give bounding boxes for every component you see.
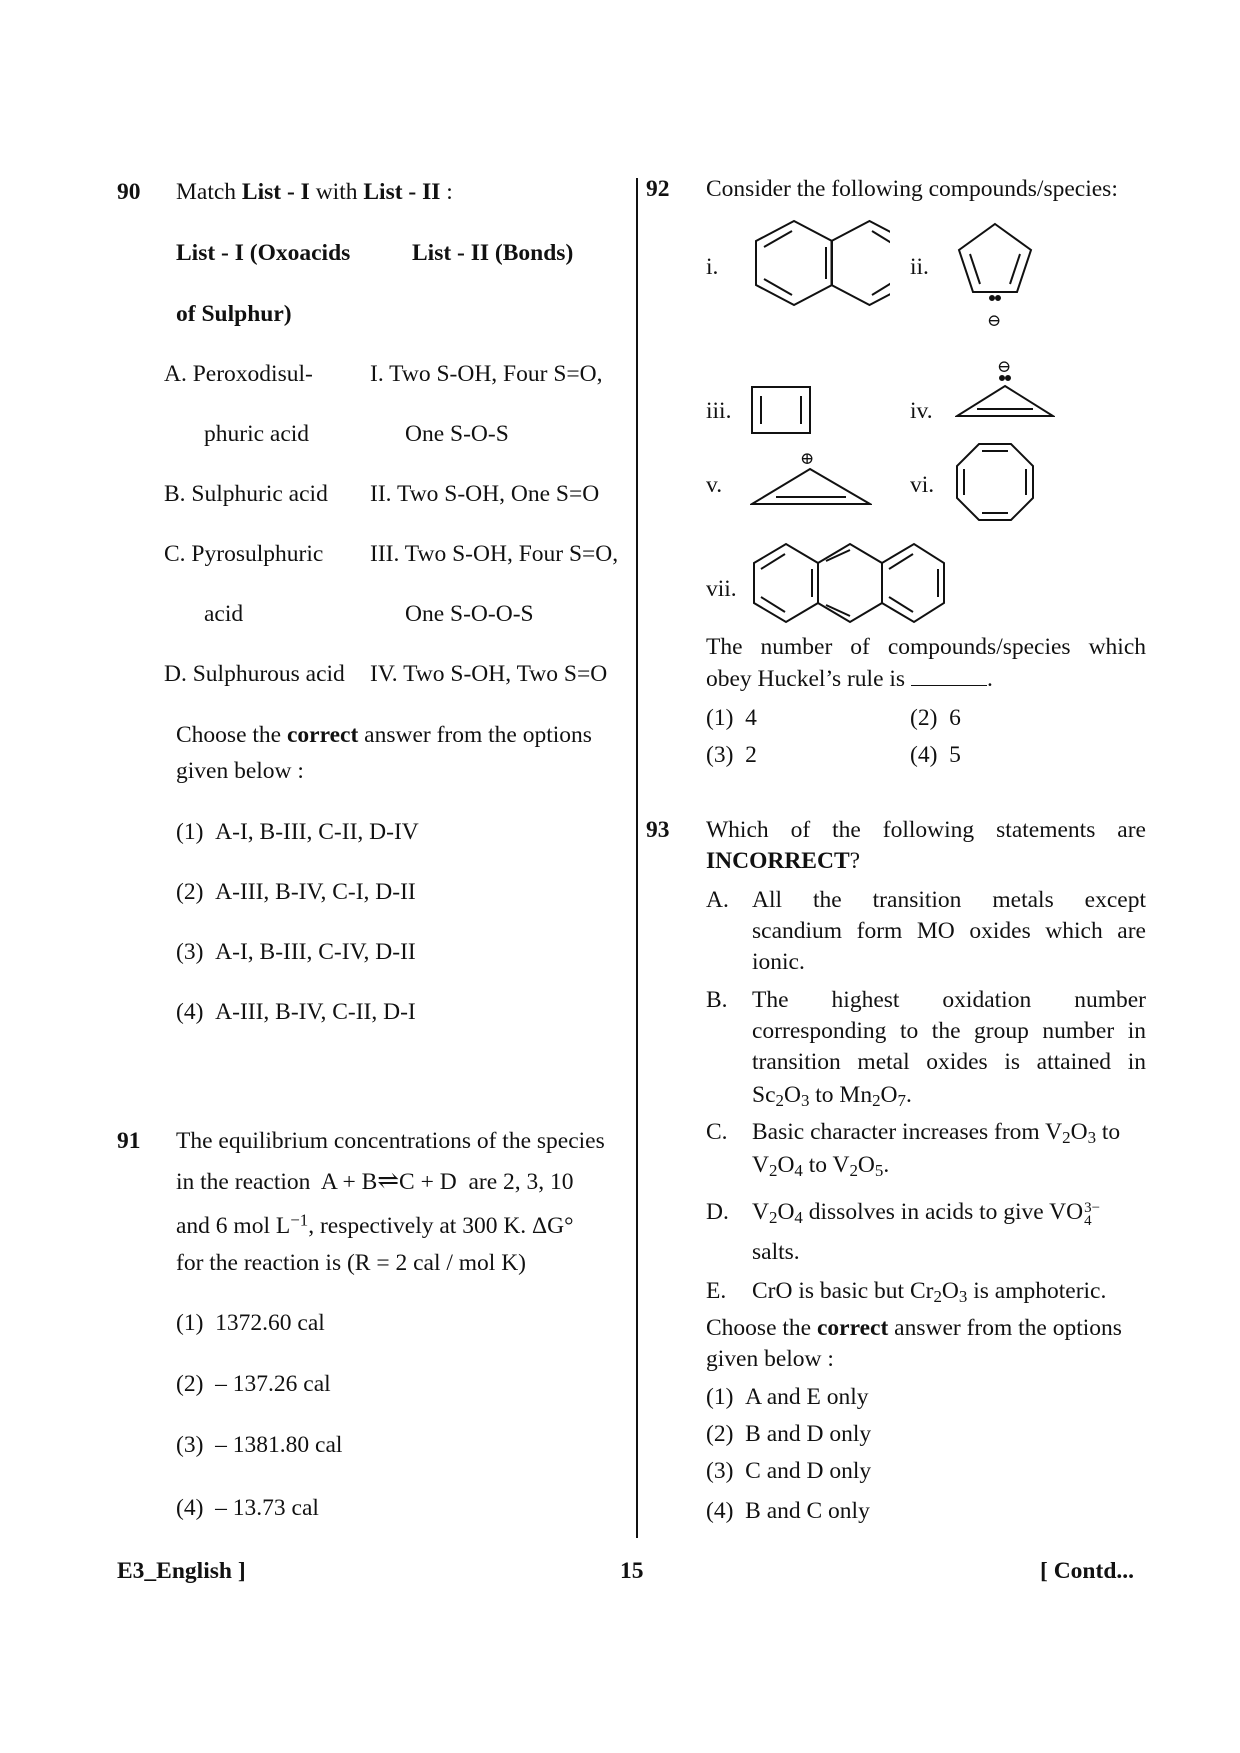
q90-option-4[interactable]: (4) A-III, B-IV, C-II, D-I [176, 999, 416, 1025]
q90-option-1[interactable]: (1) A-I, B-III, C-II, D-IV [176, 819, 419, 845]
q92-label-ii: ii. [910, 254, 929, 280]
q92-v-charge: ⊕ [800, 449, 815, 468]
q90-row-d-left: D. Sulphurous acid [164, 661, 345, 687]
q93-e-label: E. [706, 1278, 727, 1304]
q91-number: 91 [117, 1128, 141, 1154]
q92-ii-charge: ⊖ [987, 311, 1002, 330]
cyclopropenyl-cation-structure [750, 466, 872, 508]
q90-number: 90 [117, 179, 141, 205]
q92-label-iii: iii. [706, 398, 732, 424]
q90-option-3[interactable]: (3) A-I, B-III, C-IV, D-II [176, 939, 416, 965]
q90-row-c-left-1: C. Pyrosulphuric [164, 541, 324, 567]
q91-line2: in the reaction A + B⇌C + D are 2, 3, 10 [176, 1166, 574, 1195]
q93-option-1[interactable]: (1) A and E only [706, 1384, 869, 1410]
q93-b-line2: corresponding to the group number in [752, 1018, 1146, 1044]
answer-blank [911, 667, 987, 686]
cyclooctatetraene-structure [955, 442, 1035, 522]
q91-option-1[interactable]: (1) 1372.60 cal [176, 1310, 325, 1336]
q90-row-d-right: IV. Two S-OH, Two S=O [370, 661, 608, 687]
q92-option-2[interactable]: (2) 6 [910, 705, 961, 731]
q93-d-label: D. [706, 1199, 729, 1225]
q93-c-label: C. [706, 1119, 728, 1145]
q93-c-line2: $V_2O_4$ to $V_2O_5$. [752, 1152, 890, 1181]
q93-stem-line2: INCORRECT? [706, 848, 861, 874]
q91-line1: The equilibrium concentrations of the species [176, 1128, 605, 1154]
q92-option-4[interactable]: (4) 5 [910, 742, 961, 768]
q93-stem-line1: Which of the following statements are [706, 817, 1146, 843]
q92-label-v: v. [706, 472, 723, 498]
q90-row-b-left: B. Sulphuric acid [164, 481, 328, 507]
q93-b-line3: transition metal oxides is attained in [752, 1049, 1146, 1075]
anthracene-structure [750, 542, 946, 624]
q93-choose-line2: given below : [706, 1346, 834, 1372]
q90-row-a-left-1: A. Peroxodisul- [164, 361, 313, 387]
q91-reaction: A + B⇌C + D [320, 1166, 457, 1195]
q91-line3: and 6 mol $L^{-1}$, respectively at 300 K. ΔG° [176, 1210, 574, 1239]
q90-row-a-left-2: phuric acid [204, 421, 310, 447]
q90-col1-header-b: of Sulphur) [176, 301, 292, 327]
q90-intro: Match List - I with List - II : [176, 179, 453, 205]
footer-page-number: 15 [620, 1558, 644, 1584]
q92-label-i: i. [706, 254, 719, 280]
q91-option-4[interactable]: (4) – 13.73 cal [176, 1495, 319, 1521]
q92-question-line1: The number of compounds/species which [706, 634, 1146, 660]
cyclopentadienyl-anion-structure [955, 220, 1035, 320]
q92-question-line2: obey Huckel’s rule is . [706, 666, 993, 692]
q92-option-3[interactable]: (3) 2 [706, 742, 757, 768]
q93-choose-line1: Choose the correct answer from the options [706, 1315, 1122, 1341]
q93-option-2[interactable]: (2) B and D only [706, 1421, 872, 1447]
q92-option-1[interactable]: (1) 4 [706, 705, 757, 731]
footer-paper-code: E3_English ] [117, 1558, 246, 1584]
q93-b-label: B. [706, 987, 728, 1013]
q93-c-line1: Basic character increases from $V_2O_3$ to [752, 1119, 1121, 1148]
q90-row-b-right: II. Two S-OH, One S=O [370, 481, 600, 507]
q93-d-line1: $V_2O_4$ dissolves in acids to give VO 3− 4 [752, 1199, 1101, 1229]
q93-a-line3: ionic. [752, 949, 805, 975]
q93-a-label: A. [706, 887, 729, 913]
q93-option-4[interactable]: (4) B and C only [706, 1498, 870, 1524]
q93-option-3[interactable]: (3) C and D only [706, 1458, 872, 1484]
q92-stem: Consider the following compounds/species: [706, 176, 1118, 202]
q90-choose-line2: given below : [176, 758, 304, 784]
footer-contd: [ Contd... [1040, 1558, 1135, 1584]
q90-row-c-left-2: acid [204, 601, 244, 627]
q91-line4: for the reaction is (R = 2 cal / mol K) [176, 1250, 526, 1276]
naphthalene-structure [750, 219, 890, 307]
q92-label-vii: vii. [706, 576, 737, 602]
q90-row-c-right-2: One S-O-O-S [405, 601, 534, 627]
q90-row-a-right-1: I. Two S-OH, Four S=O, [370, 361, 603, 387]
q90-col1-header-a: List - I (Oxoacids [176, 240, 351, 266]
q90-option-2[interactable]: (2) A-III, B-IV, C-I, D-II [176, 879, 416, 905]
q92-number: 92 [646, 176, 670, 202]
q93-a-line2: scandium form MO oxides which are [752, 918, 1146, 944]
column-divider [636, 178, 638, 1538]
cyclopropenyl-anion-structure [955, 374, 1055, 420]
q92-label-iv: iv. [910, 398, 933, 424]
q92-label-vi: vi. [910, 472, 935, 498]
q93-e-line1: CrO is basic but $Cr_2O_3$ is amphoteric. [752, 1278, 1107, 1307]
q93-b-line4: $Sc_2O_3$ to $Mn_2O_7$. [752, 1082, 912, 1111]
q91-option-3[interactable]: (3) – 1381.80 cal [176, 1432, 343, 1458]
q90-row-c-right-1: III. Two S-OH, Four S=O, [370, 541, 619, 567]
q93-number: 93 [646, 817, 670, 843]
cyclobutadiene-structure [750, 385, 812, 435]
q90-row-a-right-2: One S-O-S [405, 421, 509, 447]
q90-col2-header: List - II (Bonds) [412, 240, 574, 266]
q93-b-line1: The highest oxidation number [752, 987, 1146, 1013]
q93-a-line1: All the transition metals except [752, 887, 1146, 913]
q91-option-2[interactable]: (2) – 137.26 cal [176, 1371, 331, 1397]
q92-iv-charge: ⊖ [997, 357, 1012, 376]
q90-choose-line1: Choose the correct answer from the options [176, 722, 592, 748]
q93-d-line2: salts. [752, 1239, 800, 1265]
